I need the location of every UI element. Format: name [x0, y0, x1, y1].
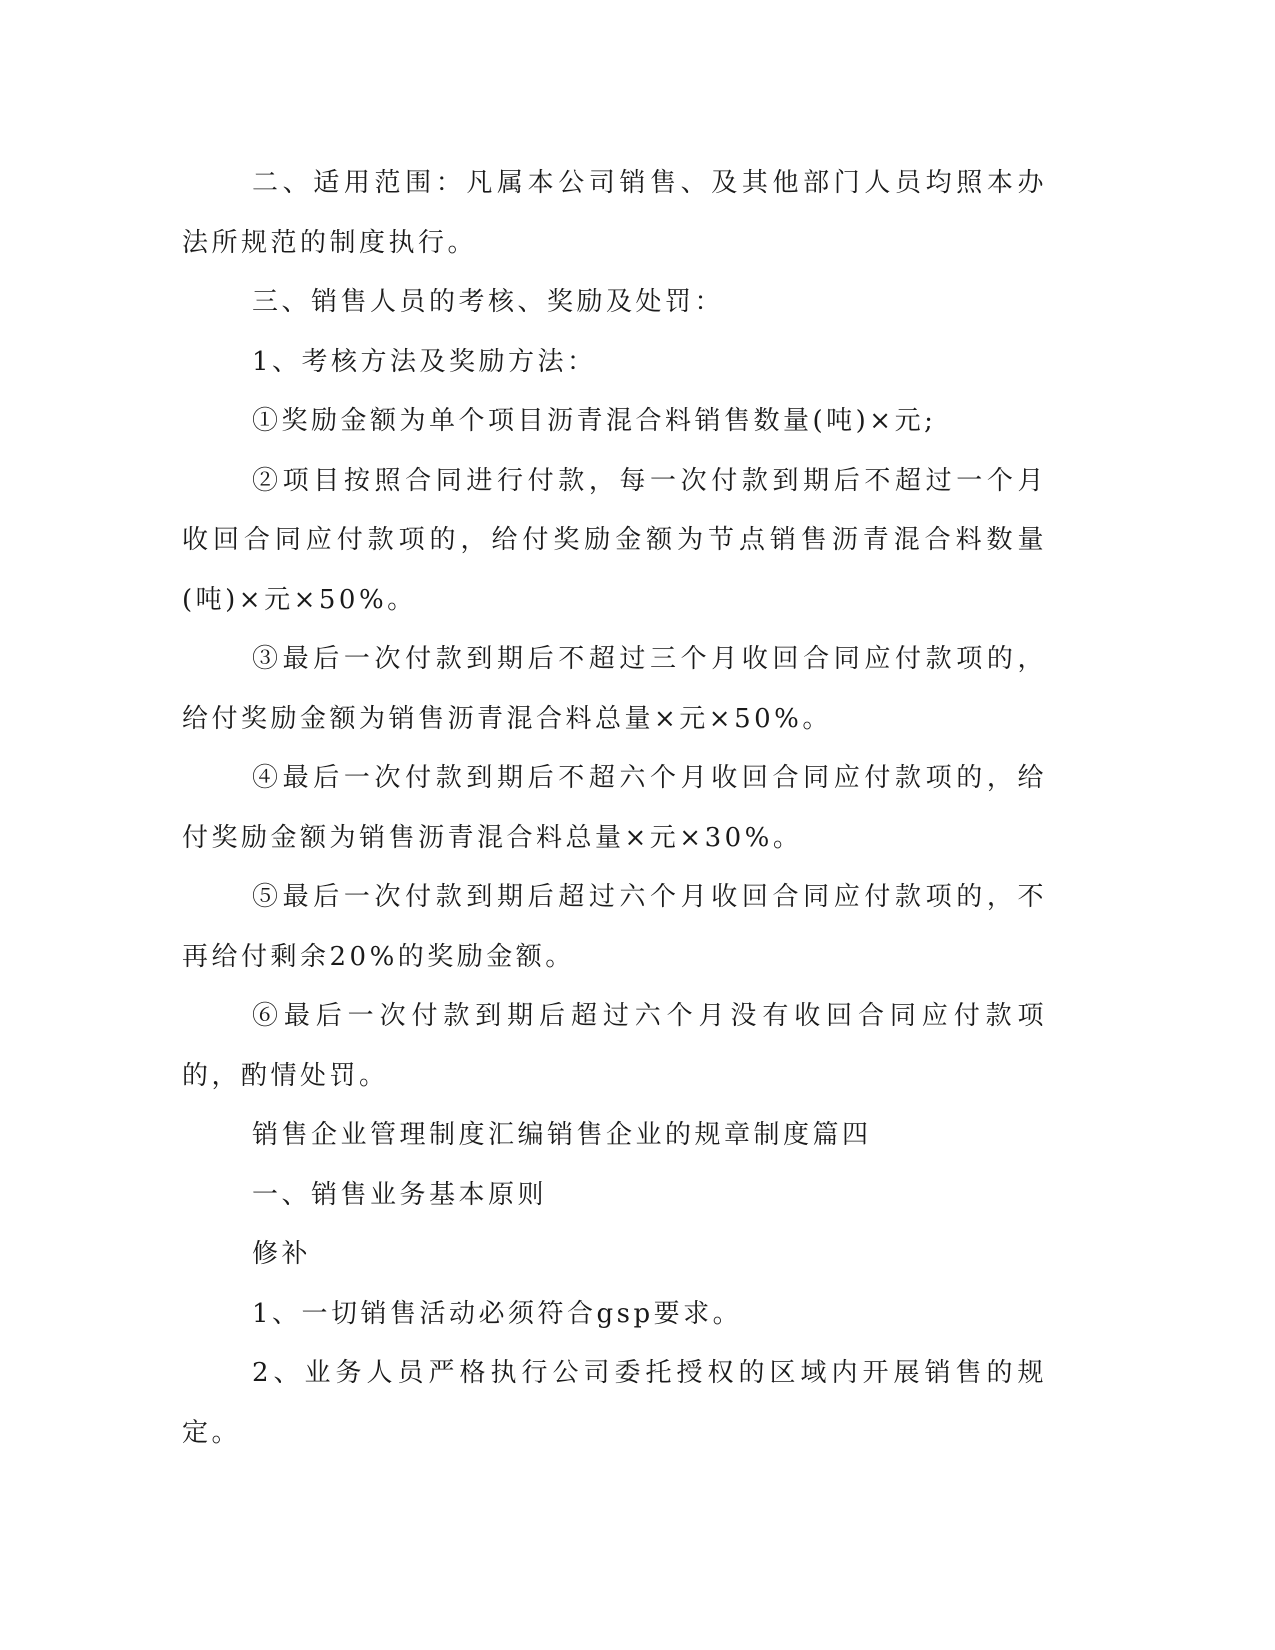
- paragraph-rule-1: 1、一切销售活动必须符合gsp要求。: [252, 1298, 743, 1329]
- paragraph-assessment-method: 1、考核方法及奖励方法：: [252, 346, 597, 377]
- section-title-part-four: 销售企业管理制度汇编销售企业的规章制度篇四: [252, 1120, 872, 1150]
- paragraph-section-three-heading: 三、销售人员的考核、奖励及处罚：: [252, 287, 725, 317]
- paragraph-item-2: ②项目按照合同进行付款，每一次付款到期后不超过一个月收回合同应付款项的，给付奖励金额为节点销售沥青混合料数量(吨)×元×50%。: [182, 465, 1047, 615]
- paragraph-item-1: ①奖励金额为单个项目沥青混合料销售数量(吨)×元;: [252, 406, 937, 436]
- paragraph-revision-note: 修补: [252, 1239, 312, 1269]
- paragraph-item-6: ⑥最后一次付款到期后超过六个月没有收回合同应付款项的，酌情处罚。: [182, 1001, 1047, 1091]
- paragraph-rule-2: 2、业务人员严格执行公司委托授权的区域内开展销售的规定。: [182, 1358, 1047, 1448]
- paragraph-item-5: ⑤最后一次付款到期后超过六个月收回合同应付款项的，不再给付剩余20%的奖励金额。: [182, 882, 1047, 972]
- paragraph-item-3: ③最后一次付款到期后不超过三个月收回合同应付款项的，给付奖励金额为销售沥青混合料总量×元×50%。: [182, 644, 1047, 734]
- document-body: [182, 154, 1047, 1463]
- paragraph-basic-principles-heading: 一、销售业务基本原则: [252, 1179, 548, 1210]
- paragraph-item-4: ④最后一次付款到期后不超六个月收回合同应付款项的，给付奖励金额为销售沥青混合料总量×元×30%。: [182, 763, 1047, 853]
- paragraph-scope: 二、适用范围：凡属本公司销售、及其他部门人员均照本办法所规范的制度执行。: [182, 168, 1047, 258]
